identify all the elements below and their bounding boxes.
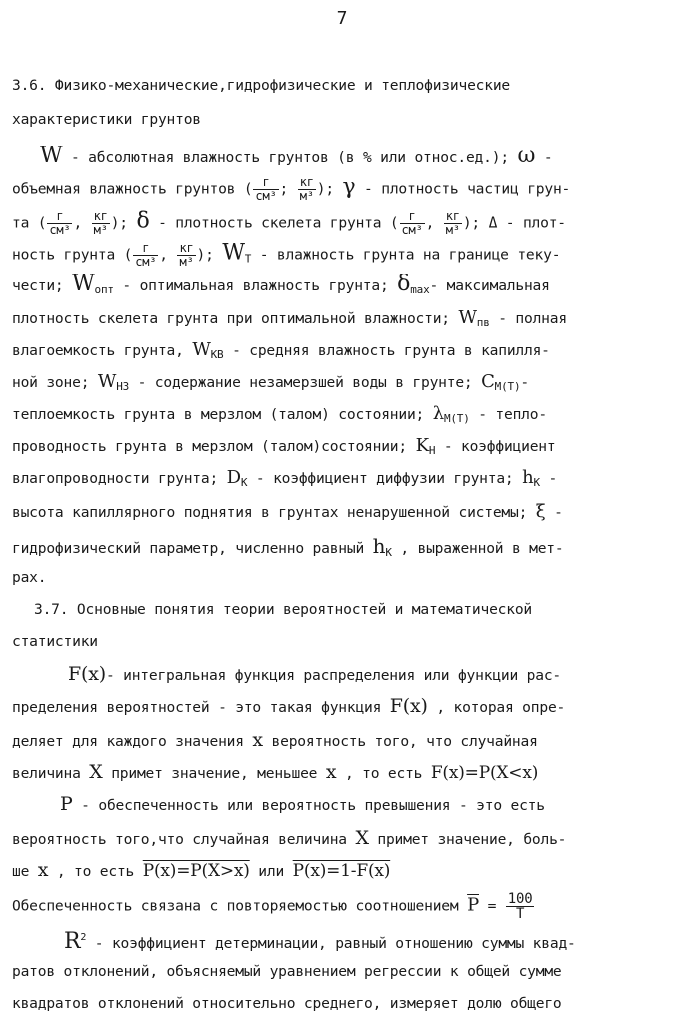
section-3-6-heading-cont: характеристики грунтов [12, 111, 201, 128]
text-line: ность грунта ( $\frac{г}{\text{см³}}$ , $\frac{кг}{\text{м³}}$ ); $W_Т$ - влажность грунта на границе теку- [12, 242, 561, 269]
text-line: ше x , то есть P(x)=P(X>x) или P(x)=1-F(x) [12, 860, 391, 881]
text-line: $R^2$ - коэффициент детерминации, равный отношению суммы квад- [64, 929, 576, 952]
text-line: проводность грунта в мерзлом (талом)состоянии; $K_Н$ - коэффициент [12, 436, 556, 457]
text-line: Обеспеченность связана с повторяемостью соотношением $\overline{P}$ = $\frac{100}{Т}$ [12, 892, 533, 918]
text-line: та ( $\frac{г}{\text{см³}}$ , $\frac{кг}{\text{м³}}$ ); δ - плотность скелета грунта ( $\frac{г}{\text{см³}}$ , $\frac{кг}{\text{м³}}$ ); Δ - плот- [12, 210, 566, 237]
text-line: F(x)- интегральная функция распределения или функции рас- [68, 664, 562, 685]
text-line: рах. [12, 569, 47, 586]
text-line: влагоемкость грунта, $W_{КВ}$ - средняя влажность грунта в капилля- [12, 340, 550, 361]
section-3-7-heading: 3.7. Основные понятия теории вероятностей и математической [34, 601, 532, 618]
text-line: деляет для каждого значения x вероятность того, что случайная [12, 730, 538, 751]
text-line: плотность скелета грунта при оптимальной влажности; $W_{пв}$ - полная [12, 308, 567, 329]
text-line: величина X примет значение, меньшее x , то есть F(x)=P(X<x) [12, 762, 539, 783]
text-line: квадратов отклонений относительно среднего, измеряет долю общего [12, 995, 562, 1012]
fraction-kg-m3: $\frac{кг}{\text{м³}}$ [299, 176, 314, 203]
text-line: ратов отклонений, объясняемый уравнением регрессии к общей сумме [12, 963, 562, 980]
text-line: вероятность того,что случайная величина X примет значение, боль- [12, 828, 567, 849]
text-line: влагопроводности грунта; $D_К$ - коэффициент диффузии грунта; $h_К$ - [12, 468, 558, 489]
text-line: пределения вероятностей - это такая функция F(x) , которая опре- [12, 696, 566, 717]
text-line: гидрофизический параметр, численно равный $h_К$ , выраженной в мет- [12, 536, 564, 559]
text-line: W - абсолютная влажность грунтов (в % или относ.ед.); ω - [40, 146, 553, 168]
text-line: теплоемкость грунта в мерзлом (талом) состоянии; $\lambda_{М(Т)}$ - тепло- [12, 404, 547, 425]
section-3-6-heading: 3.6. Физико-механические,гидрофизические и теплофизические [12, 77, 510, 94]
text-line: чести; $W_{опт}$ - оптимальная влажность грунта; $\delta_{maх}-$ максимальная [12, 274, 550, 296]
fraction-g-cm3: $\frac{г}{\text{см³}}$ [255, 176, 277, 203]
section-3-7-heading-cont: статистики [12, 633, 98, 650]
text-line: высота капиллярного поднятия в грунтах ненарушенной системы; ξ - [12, 502, 563, 522]
text-line: ной зоне; $W_{НЗ}$ - содержание незамерзшей воды в грунте; $C_{М(Т)}-$ [12, 372, 529, 393]
page-number: 7 [336, 8, 348, 29]
text-line: объемная влажность грунтов ( $\frac{г}{\text{см³}}$ ; $\frac{кг}{\text{м³}}$ ); γ - плотность частиц грун- [12, 176, 571, 203]
text-line: $\overline{P}$ - обеспеченность или вероятность превышения - это есть [60, 794, 545, 815]
